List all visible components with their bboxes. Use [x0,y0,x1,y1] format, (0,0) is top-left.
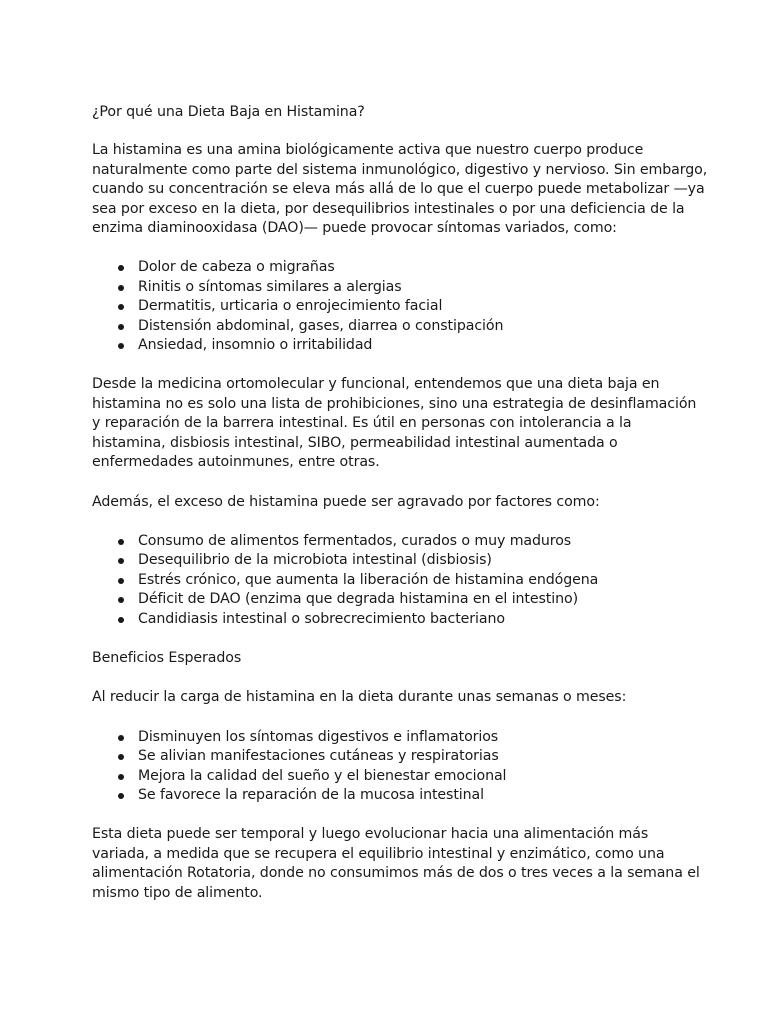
list-item [118,532,708,551]
list-item-text: Mejora la calidad del sueño y el bienestar emocional [138,767,507,784]
factors-intro: Además, el exceso de histamina puede ser agravado por factores como: [92,493,600,510]
bullet-icon [118,774,124,780]
list-item-text: Estrés crónico, que aumenta la liberación de histamina endógena [138,571,599,588]
factors-list [92,532,708,629]
bullet-icon [118,754,124,760]
list-item-text: Se favorece la reparación de la mucosa intestinal [138,786,484,803]
list-item-text: Consumo de alimentos fermentados, curados o muy maduros [138,532,572,549]
bullet-icon [118,265,124,271]
list-item [118,297,708,316]
list-item-text: Disminuyen los síntomas digestivos e inflamatorios [138,728,499,745]
symptoms-list [92,258,708,355]
document-title: ¿Por qué una Dieta Baja en Histamina? [92,104,365,120]
bullet-icon [118,558,124,564]
list-item-text: Se alivian manifestaciones cutáneas y respiratorias [138,748,499,765]
bullet-icon [118,597,124,603]
list-item-text: Candidiasis intestinal o sobrecrecimiento bacteriano [138,610,505,627]
list-item-text: Desequilibrio de la microbiota intestinal (disbiosis) [138,552,492,569]
list-item [118,551,708,570]
list-item-text: Rinitis o síntomas similares a alergias [138,278,402,295]
benefits-heading: Beneficios Esperados [92,649,242,666]
list-item [118,590,708,609]
list-item [118,747,708,766]
list-item [118,728,708,747]
bullet-icon [118,343,124,349]
list-item-text: Dolor de cabeza o migrañas [138,259,335,276]
medicine-paragraph: Desde la medicina ortomolecular y funcional, entendemos que una dieta baja en histamina no es solo una lista de prohibiciones, sino una estrategia de desinflamación y reparación de la barrera intestinal. Es útil en personas con intolerancia a la histamina, disbiosis intestinal, SIBO, permeabilidad intestinal aumentada o enfermedades autoinmunes, entre otras. [92,376,697,471]
bullet-icon [118,793,124,799]
list-item [118,258,708,277]
list-item [118,786,708,805]
bullet-icon [118,735,124,741]
bullet-icon [118,285,124,291]
list-item-text: Déficit de DAO (enzima que degrada histamina en el intestino) [138,591,579,608]
list-item-text: Distensión abdominal, gases, diarrea o constipación [138,317,504,334]
benefits-list [92,728,708,806]
list-item [118,767,708,786]
bullet-icon [118,304,124,310]
bullet-icon [118,324,124,330]
closing-paragraph: Esta dieta puede ser temporal y luego evolucionar hacia una alimentación más variada, a medida que se recupera el equilibrio intestinal y enzimático, como una alimentación Rotatoria, donde no consumimos más de dos o tres veces a la semana el mismo tipo de alimento. [92,826,700,901]
benefits-intro: Al reducir la carga de histamina en la dieta durante unas semanas o meses: [92,689,627,706]
list-item [118,610,708,629]
bullet-icon [118,578,124,584]
list-item [118,336,708,355]
intro-paragraph: La histamina es una amina biológicamente activa que nuestro cuerpo produce naturalmente como parte del sistema inmunológico, digestivo y nervioso. Sin embargo, cuando su concentración se eleva más allá de lo que el cuerpo puede metabolizar —ya sea por exceso en la dieta, por desequilibrios intestinales o por una deficiencia de la enzima diaminooxidasa (DAO)— puede provocar síntomas variados, como: [92,142,708,237]
list-item-text: Ansiedad, insomnio o irritabilidad [138,337,373,354]
list-item-text: Dermatitis, urticaria o enrojecimiento facial [138,298,443,315]
bullet-icon [118,539,124,545]
list-item [118,278,708,297]
bullet-icon [118,617,124,623]
list-item [118,317,708,336]
list-item [118,571,708,590]
